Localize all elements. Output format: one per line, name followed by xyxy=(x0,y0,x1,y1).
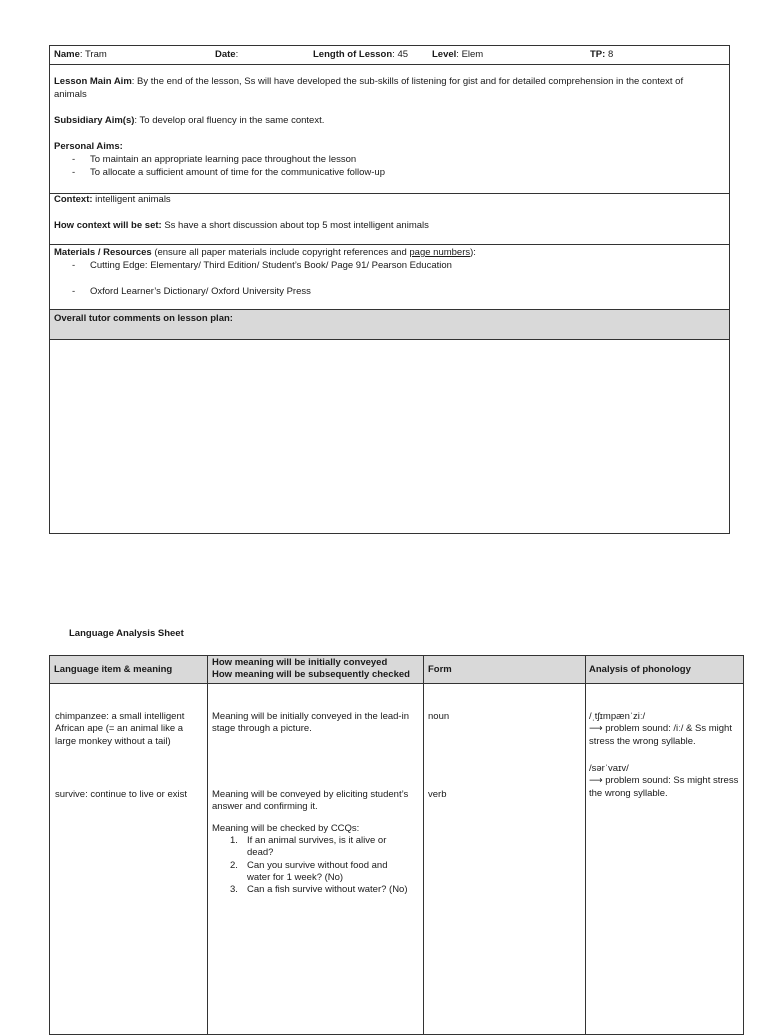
form-chimpanzee: noun xyxy=(428,711,450,722)
meaning-conveyed-survive: Meaning will be conveyed by eliciting student’s answer and confirming it. xyxy=(212,789,409,813)
personal-aim-1: To maintain an appropriate learning pace throughout the lesson xyxy=(90,154,357,165)
language-item-chimpanzee: chimpanzee: a small intelligent African ape (= an animal like a large monkey without a tail) xyxy=(55,711,185,747)
context: Context: intelligent animals xyxy=(54,194,171,205)
ccq-intro: Meaning will be checked by CCQs: xyxy=(212,822,360,834)
ipa-chimpanzee: /ˌtʃɪmpænˈziː/ xyxy=(589,711,646,722)
ccq-list xyxy=(212,835,408,897)
meaning-survive xyxy=(212,789,420,897)
tutor-comments-label: Overall tutor comments on lesson plan: xyxy=(54,313,233,324)
context-row xyxy=(50,194,729,245)
personal-aims-heading: Personal Aims: xyxy=(54,141,123,152)
name-field: Name: Tram xyxy=(54,49,107,60)
tp-field: TP: 8 xyxy=(590,49,614,60)
form-survive: verb xyxy=(428,789,447,800)
header-form: Form xyxy=(428,664,452,675)
length-field: Length of Lesson: 45 xyxy=(313,49,409,60)
tutor-comments-header xyxy=(50,310,729,340)
phonology-chimpanzee xyxy=(589,711,741,748)
context-set: How context will be set: Ss have a short discussion about top 5 most intelligent animals xyxy=(54,220,429,231)
date-field: Date: xyxy=(215,49,239,60)
column-divider xyxy=(207,656,208,1034)
tutor-comments-body xyxy=(50,340,729,533)
material-2: Oxford Learner’s Dictionary/ Oxford University Press xyxy=(90,286,311,297)
ccq-item: 3. Can a fish survive without water? (No) xyxy=(230,884,408,896)
phonology-survive xyxy=(589,763,741,800)
ipa-survive: /sərˈvaɪv/ xyxy=(589,763,629,774)
bullet-dash: - xyxy=(72,154,76,165)
lesson-plan-table xyxy=(49,45,730,534)
table-header-row xyxy=(50,656,743,684)
ccq-item: 2. Can you survive without food and water for 1 week? (No) xyxy=(230,859,388,884)
phon-note-chimpanzee: ⟶ problem sound: /iː/ & Ss might stress the wrong syllable. xyxy=(589,723,732,747)
aims-row xyxy=(50,65,729,194)
materials-heading: Materials / Resources (ensure all paper materials include copyright references and page numbers): xyxy=(54,247,476,258)
header-meaning-conveyed: How meaning will be initially conveyed xyxy=(212,657,388,668)
ccq-item: 1. If an animal survives, is it alive or dead? xyxy=(230,835,387,859)
column-divider xyxy=(585,656,586,1034)
bullet-dash: - xyxy=(72,286,76,297)
header-meaning-checked: How meaning will be subsequently checked xyxy=(212,669,410,680)
main-aim-cont: animals xyxy=(54,89,87,100)
language-item-survive: survive: continue to live or exist xyxy=(55,789,188,800)
level-field: Level: Elem xyxy=(432,49,484,60)
personal-aim-2: To allocate a sufficient amount of time for the communicative follow-up xyxy=(90,167,385,178)
page-numbers-link: page numbers xyxy=(409,247,471,258)
header-language-item: Language item & meaning xyxy=(54,664,173,675)
main-aim: Lesson Main Aim: By the end of the lesson, Ss will have developed the sub-skills of listening for gist and for detailed comprehension in the context of xyxy=(54,76,684,87)
meaning-chimpanzee: Meaning will be initially conveyed in the lead-in stage through a picture. xyxy=(212,711,409,735)
column-divider xyxy=(423,656,424,1034)
material-1: Cutting Edge: Elementary/ Third Edition/ Student’s Book/ Page 91/ Pearson Education xyxy=(90,260,452,271)
language-analysis-table xyxy=(49,655,744,1035)
materials-row xyxy=(50,245,729,310)
bullet-dash: - xyxy=(72,260,76,271)
analysis-sheet-title: Language Analysis Sheet xyxy=(69,628,184,639)
header-phonology: Analysis of phonology xyxy=(589,664,691,675)
subsidiary-aim: Subsidiary Aim(s): To develop oral fluency in the same context. xyxy=(54,115,325,126)
bullet-dash: - xyxy=(72,167,76,178)
lesson-info-row xyxy=(50,46,729,65)
phon-note-survive: ⟶ problem sound: Ss might stress the wrong syllable. xyxy=(589,775,739,799)
